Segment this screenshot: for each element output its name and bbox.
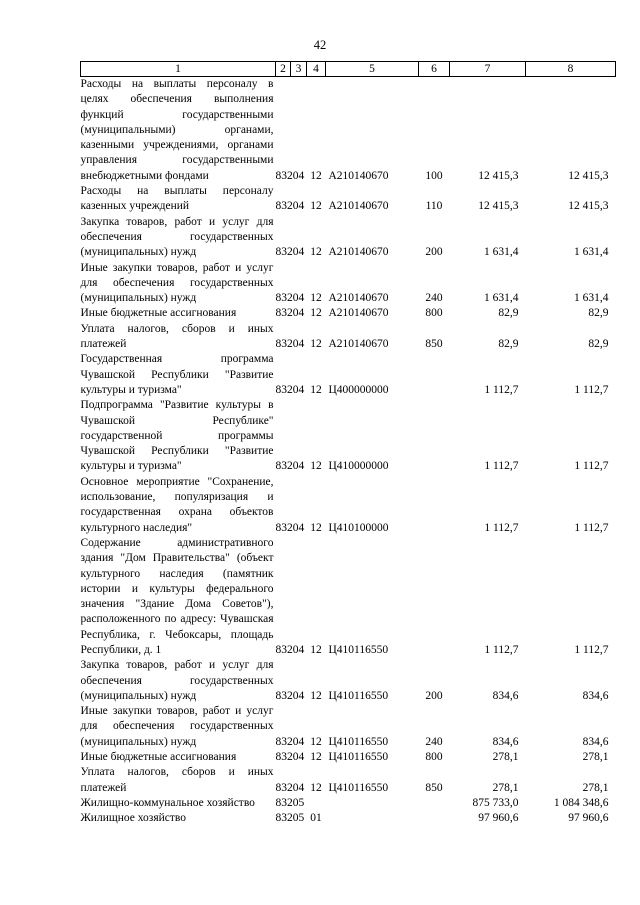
table-row [81,811,616,826]
row-target-article: Ц400000000 [328,383,389,396]
header-col-1: 1 [81,62,276,77]
row-target-article: Ц410000000 [328,460,389,473]
row-subsection-code: 12 [310,383,322,396]
row-name: Закупка товаров, работ и услуг для обеспечения государственных (муниципальных) нужд [80,659,274,702]
row-amount-col8: 1 112,7 [574,643,609,656]
row-name: Закупка товаров, работ и услуг для обеспечения государственных (муниципальных) нужд [80,215,274,259]
row-subsection-code: 12 [310,460,322,473]
row-name: Государственная программа Чувашской Республики "Развитие культуры и туризма" [80,353,274,396]
row-section-code: 05 [292,796,305,809]
row-section-code: 04 [292,292,305,305]
row-name: Уплата налогов, сборов и иных платежей [80,322,274,351]
row-expense-type: 800 [425,307,443,320]
row-target-article: Ц410116550 [328,781,389,794]
row-name: Жилищно-коммунальное хозяйство [80,796,255,809]
table-row [81,765,616,796]
row-amount-col8: 97 960,6 [568,812,609,825]
row-name: Иные закупки товаров, работ и услуг для обеспечения государственных (муниципальных) нужд [80,261,274,305]
row-section-code: 04 [292,643,305,656]
row-expense-type [419,811,450,826]
header-col-6: 6 [419,62,450,77]
row-subsection-code: 12 [310,643,322,656]
row-amount-col8: 278,1 [582,781,609,794]
row-target-article: Ц410100000 [328,521,389,534]
row-name: Расходы на выплаты персоналу в целях обеспечения выполнения функций государственными (муниципальными) органами, казенными учреждениями, органами управления государственными внебюджетными фондами [80,78,274,182]
row-amount-col7: 12 415,3 [478,169,519,182]
table-row [81,306,616,321]
row-amount-col7: 12 415,3 [478,200,519,213]
row-target-article: А210140670 [328,246,389,259]
row-ministry-code: 832 [275,751,293,764]
table-body [81,77,616,827]
row-subsection-code: 12 [310,735,322,748]
table-row [81,215,616,261]
row-amount-col8: 82,9 [588,338,609,351]
row-target-article: А210140670 [328,307,389,320]
row-target-article: А210140670 [328,200,389,213]
row-amount-col8: 82,9 [588,307,609,320]
row-section-code: 04 [292,735,305,748]
row-name: Основное мероприятие "Сохранение, использование, популяризация и государственная охрана объектов культурного наследия" [80,475,274,534]
row-expense-type: 200 [425,246,443,259]
row-amount-col8: 1 631,4 [574,292,609,305]
row-amount-col8: 12 415,3 [568,200,609,213]
row-subsection-code: 12 [310,689,322,702]
row-ministry-code: 832 [275,796,293,809]
row-expense-type [419,536,450,658]
budget-table [80,61,616,827]
table-row [81,352,616,398]
row-expense-type: 200 [425,689,443,702]
table-row [81,398,616,474]
header-col-3: 3 [291,62,307,77]
row-section-code: 04 [292,689,305,702]
header-col-4: 4 [307,62,326,77]
row-subsection-code: 12 [310,338,322,351]
row-section-code: 04 [292,781,305,794]
row-name: Иные бюджетные ассигнования [80,307,237,320]
table-row [81,704,616,750]
row-ministry-code: 832 [275,383,293,396]
header-col-8: 8 [526,62,616,77]
row-amount-col8: 12 415,3 [568,169,609,182]
row-section-code: 04 [292,307,305,320]
row-subsection-code: 12 [310,521,322,534]
row-ministry-code: 832 [275,689,293,702]
row-subsection-code: 12 [310,246,322,259]
row-section-code: 04 [292,246,305,259]
row-name: Расходы на выплаты персоналу казенных учреждений [80,185,274,213]
row-ministry-code: 832 [275,338,293,351]
table-row [81,750,616,765]
row-expense-type: 800 [425,751,443,764]
row-target-article [326,811,419,826]
table-row [81,322,616,353]
row-expense-type [419,398,450,474]
row-target-article [326,796,419,811]
row-amount-col7: 278,1 [492,781,519,794]
table-row [81,658,616,704]
row-subsection-code: 01 [310,812,322,825]
header-col-2: 2 [276,62,291,77]
row-section-code: 04 [292,521,305,534]
row-subsection-code: 12 [310,781,322,794]
row-subsection-code: 12 [310,200,322,213]
row-expense-type: 240 [425,735,443,748]
row-ministry-code: 832 [275,781,293,794]
row-amount-col7: 82,9 [498,307,519,320]
row-amount-col7: 1 631,4 [484,246,519,259]
row-amount-col7: 82,9 [498,338,519,351]
row-target-article: Ц410116550 [328,643,389,656]
table-row [81,796,616,811]
row-target-article: А210140670 [328,338,389,351]
row-subsection-code: 12 [310,751,322,764]
row-name: Содержание административного здания "Дом Правительства" (объект культурного наследия (памятник истории и культуры федерального значения "Здание Дома Советов"), расположенного по адресу: Чувашская Республика, г. Чебоксары, площадь Республики, д. 1 [80,536,274,656]
row-name: Жилищное хозяйство [80,812,187,825]
row-amount-col8: 1 084 348,6 [553,796,609,809]
row-ministry-code: 832 [275,246,293,259]
row-section-code: 04 [292,338,305,351]
row-amount-col7: 278,1 [492,751,519,764]
row-amount-col7: 1 112,7 [484,521,519,534]
row-target-article: Ц410116550 [328,689,389,702]
row-name: Иные бюджетные ассигнования [80,751,237,764]
row-amount-col8: 1 112,7 [574,521,609,534]
row-section-code: 04 [292,169,305,182]
row-ministry-code: 832 [275,812,293,825]
row-ministry-code: 832 [275,292,293,305]
row-ministry-code: 832 [275,200,293,213]
row-section-code: 04 [292,383,305,396]
row-subsection-code: 12 [310,292,322,305]
row-ministry-code: 832 [275,307,293,320]
row-amount-col8: 834,6 [582,735,609,748]
row-subsection-code: 12 [310,169,322,182]
row-subsection-code: 12 [310,307,322,320]
row-section-code: 04 [292,200,305,213]
table-row [81,77,616,185]
row-ministry-code: 832 [275,460,293,473]
row-amount-col7: 1 631,4 [484,292,519,305]
row-ministry-code: 832 [275,169,293,182]
header-col-5: 5 [326,62,419,77]
row-amount-col7: 1 112,7 [484,460,519,473]
row-section-code: 04 [292,751,305,764]
row-amount-col7: 834,6 [492,689,519,702]
page-number: 42 [313,38,327,52]
row-ministry-code: 832 [275,521,293,534]
row-ministry-code: 832 [275,643,293,656]
row-target-article: А210140670 [328,292,389,305]
row-name: Иные закупки товаров, работ и услуг для обеспечения государственных (муниципальных) нужд [80,705,274,748]
table-row [81,184,616,215]
row-amount-col7: 875 733,0 [472,796,519,809]
row-expense-type: 110 [425,200,443,213]
row-expense-type: 850 [425,781,443,794]
row-expense-type [419,796,450,811]
row-amount-col8: 1 112,7 [574,383,609,396]
row-expense-type [419,475,450,536]
row-amount-col8: 834,6 [582,689,609,702]
table-header-row [81,62,616,77]
row-name: Подпрограмма "Развитие культуры в Чувашской Республике" государственной программы Чувашской Республики "Развитие культуры и туризма" [80,399,274,473]
row-expense-type: 240 [425,292,443,305]
row-amount-col7: 1 112,7 [484,383,519,396]
row-amount-col7: 97 960,6 [478,812,519,825]
row-target-article: А210140670 [328,169,389,182]
row-section-code: 05 [292,812,305,825]
row-target-article: Ц410116550 [328,735,389,748]
row-target-article: Ц410116550 [328,751,389,764]
table-row [81,536,616,658]
row-expense-type: 850 [425,338,443,351]
row-subsection-code [307,796,326,811]
header-col-7: 7 [450,62,526,77]
row-amount-col8: 1 631,4 [574,246,609,259]
row-amount-col8: 278,1 [582,751,609,764]
row-expense-type: 100 [425,169,443,182]
row-amount-col8: 1 112,7 [574,460,609,473]
row-ministry-code: 832 [275,735,293,748]
row-amount-col7: 834,6 [492,735,519,748]
table-row [81,475,616,536]
row-expense-type [419,352,450,398]
table-row [81,261,616,307]
row-amount-col7: 1 112,7 [484,643,519,656]
row-name: Уплата налогов, сборов и иных платежей [80,766,274,794]
row-section-code: 04 [292,460,305,473]
